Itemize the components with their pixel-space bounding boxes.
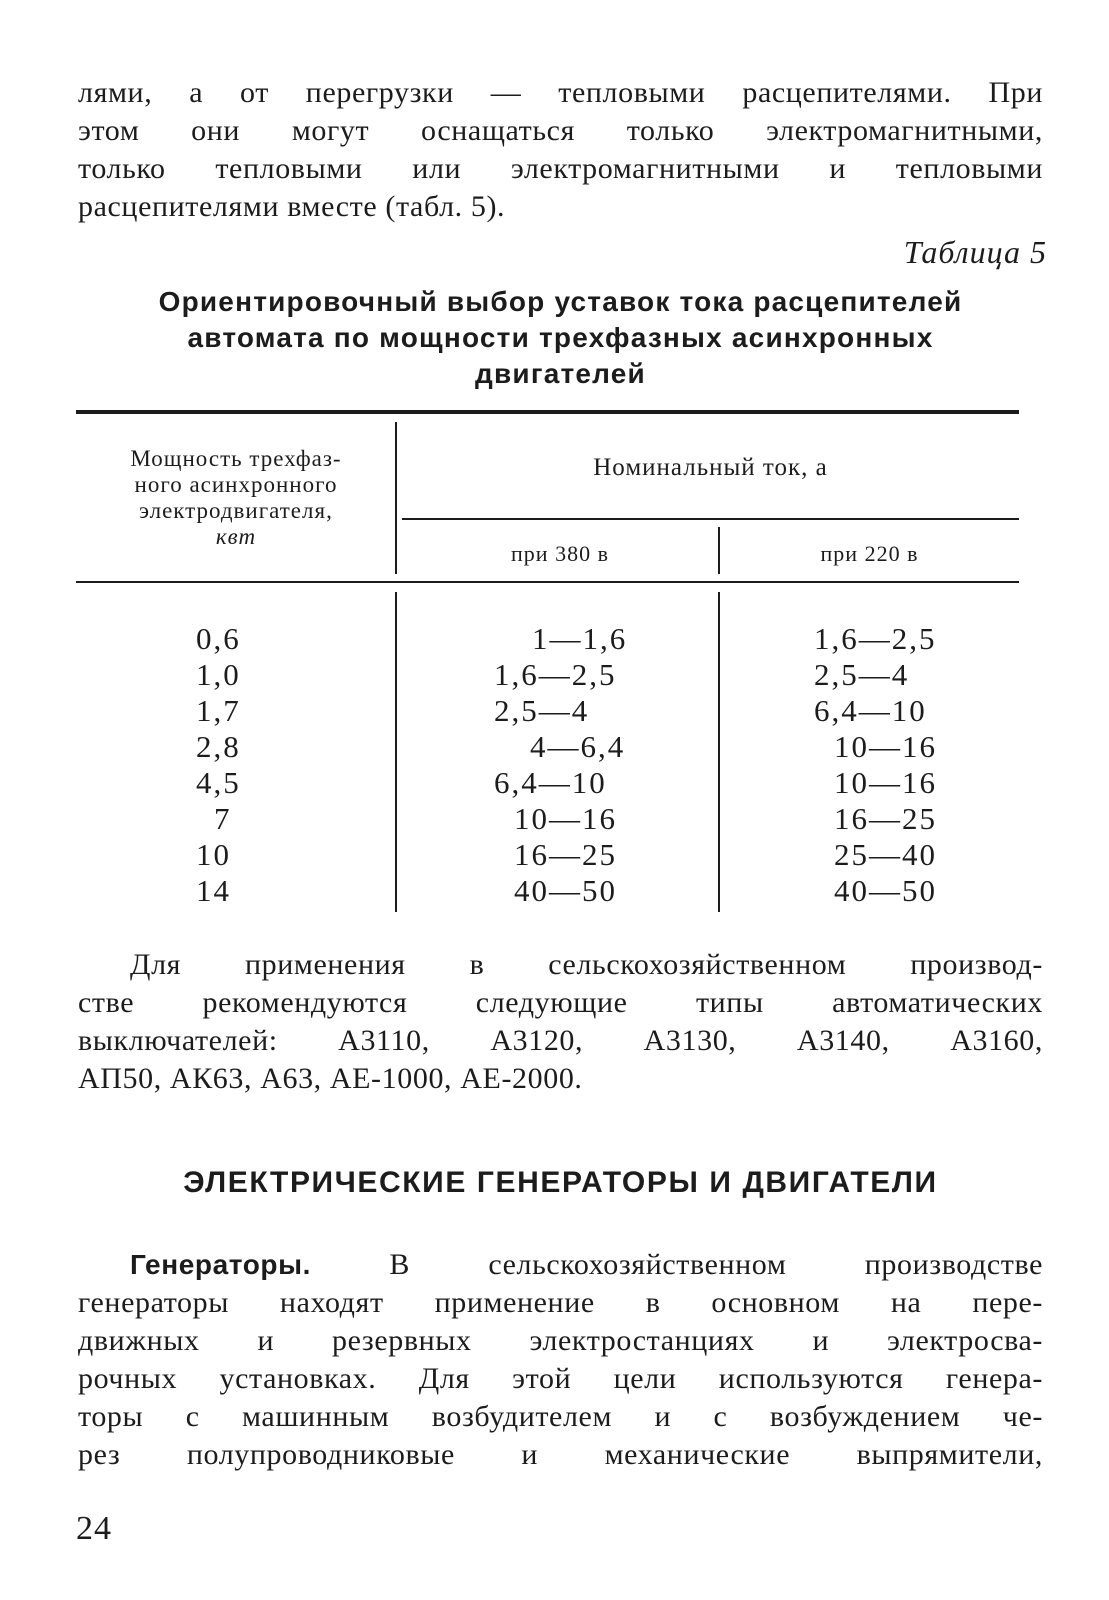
text-line: стве рекомендуются следующие типы автоматических (78, 986, 1043, 1019)
section-heading: ЭЛЕКТРИЧЕСКИЕ ГЕНЕРАТОРЫ И ДВИГАТЕЛИ (183, 1166, 938, 1199)
table-subheader-rule (402, 518, 1019, 520)
text-fragment: В сельскохозяйственном производстве (389, 1248, 1043, 1281)
table-cell: 16—25 (514, 837, 617, 872)
text-line: Для применения в сельскохозяйственном производ- (130, 948, 1043, 981)
table-title-line: двигателей (475, 358, 646, 389)
table-cell: 6,4—10 (494, 765, 607, 800)
page-number: 24 (76, 1510, 112, 1547)
table-cell: 7 (214, 801, 232, 836)
text-line: только тепловыми или электромагнитными и тепловыми (78, 152, 1043, 185)
table-cell: 1,6—2,5 (814, 621, 937, 656)
current-380v-column (494, 621, 644, 909)
table-title-line: автомата по мощности трехфазных асинхронных (187, 322, 934, 353)
table-cell: 40—50 (834, 873, 937, 908)
table-cell: 1,7 (196, 693, 241, 728)
table-cell: 6,4—10 (814, 693, 927, 728)
power-unit: квт (215, 524, 257, 549)
header-line: ного асинхронного (134, 472, 338, 497)
text-line (78, 1246, 1043, 1284)
table-cell: 40—50 (514, 873, 617, 908)
table-cell: 0,6 (196, 621, 241, 656)
table-vertical-divider (395, 422, 397, 574)
table-caption: Таблица 5 (903, 234, 1047, 270)
table-top-rule (76, 410, 1019, 414)
table-cell: 1,6—2,5 (494, 657, 617, 692)
text-line: выключателей: А3110, А3120, А3130, А3140, А3160, (78, 1024, 1043, 1057)
intro-paragraph (78, 74, 1043, 226)
text-line: лями, а от перегрузки — тепловыми расцепителями. При (78, 76, 1043, 109)
power-column (190, 621, 290, 909)
current-group-header: Номинальный ток, а (593, 454, 828, 481)
table-cell: 10—16 (514, 801, 617, 836)
current-220v-column (814, 621, 974, 909)
table-cell: 4,5 (196, 765, 241, 800)
table-vertical-divider (718, 592, 720, 912)
header-line: электродвигателя, (139, 498, 333, 523)
table-cell: 14 (196, 873, 231, 908)
text-line: движных и резервных электростанциях и электросва- (78, 1324, 1043, 1357)
table-title-line: Ориентировочный выбор уставок тока расцепителей (158, 286, 963, 317)
table-cell: 16—25 (834, 801, 937, 836)
text-line: рез полупроводниковые и механические выпрямители, (78, 1438, 1043, 1471)
text-line: торы с машинным возбудителем и с возбуждением че- (78, 1400, 1043, 1433)
table-cell: 4—6,4 (530, 729, 626, 764)
table-vertical-divider (395, 592, 397, 912)
text-line: генераторы находят применение в основном на пере- (78, 1286, 1043, 1319)
power-column-header (86, 446, 386, 550)
text-line: расцепителями вместе (табл. 5). (78, 190, 506, 223)
text-line: этом они могут оснащаться только электромагнитными, (78, 114, 1043, 147)
table-cell: 2,5—4 (494, 693, 590, 728)
text-line: АП50, АК63, А63, АЕ-1000, АЕ-2000. (78, 1062, 583, 1095)
table-header-rule (76, 581, 1019, 583)
paragraph-lead: Генераторы. (130, 1249, 312, 1280)
table-cell: 2,5—4 (814, 657, 910, 692)
table-cell: 1,0 (196, 657, 241, 692)
table-cell: 10—16 (834, 765, 937, 800)
column-header-220v: при 220 в (820, 541, 919, 566)
table-cell: 10 (196, 837, 231, 872)
column-header-380v: при 380 в (511, 541, 609, 566)
table-cell: 10—16 (834, 729, 937, 764)
text-line: рочных установках. Для этой цели используются генера- (78, 1362, 1043, 1395)
breakers-paragraph (78, 946, 1043, 1098)
table-cell: 25—40 (834, 837, 937, 872)
table-cell: 2,8 (196, 729, 241, 764)
generators-paragraph (78, 1246, 1043, 1474)
table-title (78, 284, 1043, 392)
header-line: Мощность трехфаз- (130, 446, 342, 471)
table-cell: 1—1,6 (532, 621, 628, 656)
